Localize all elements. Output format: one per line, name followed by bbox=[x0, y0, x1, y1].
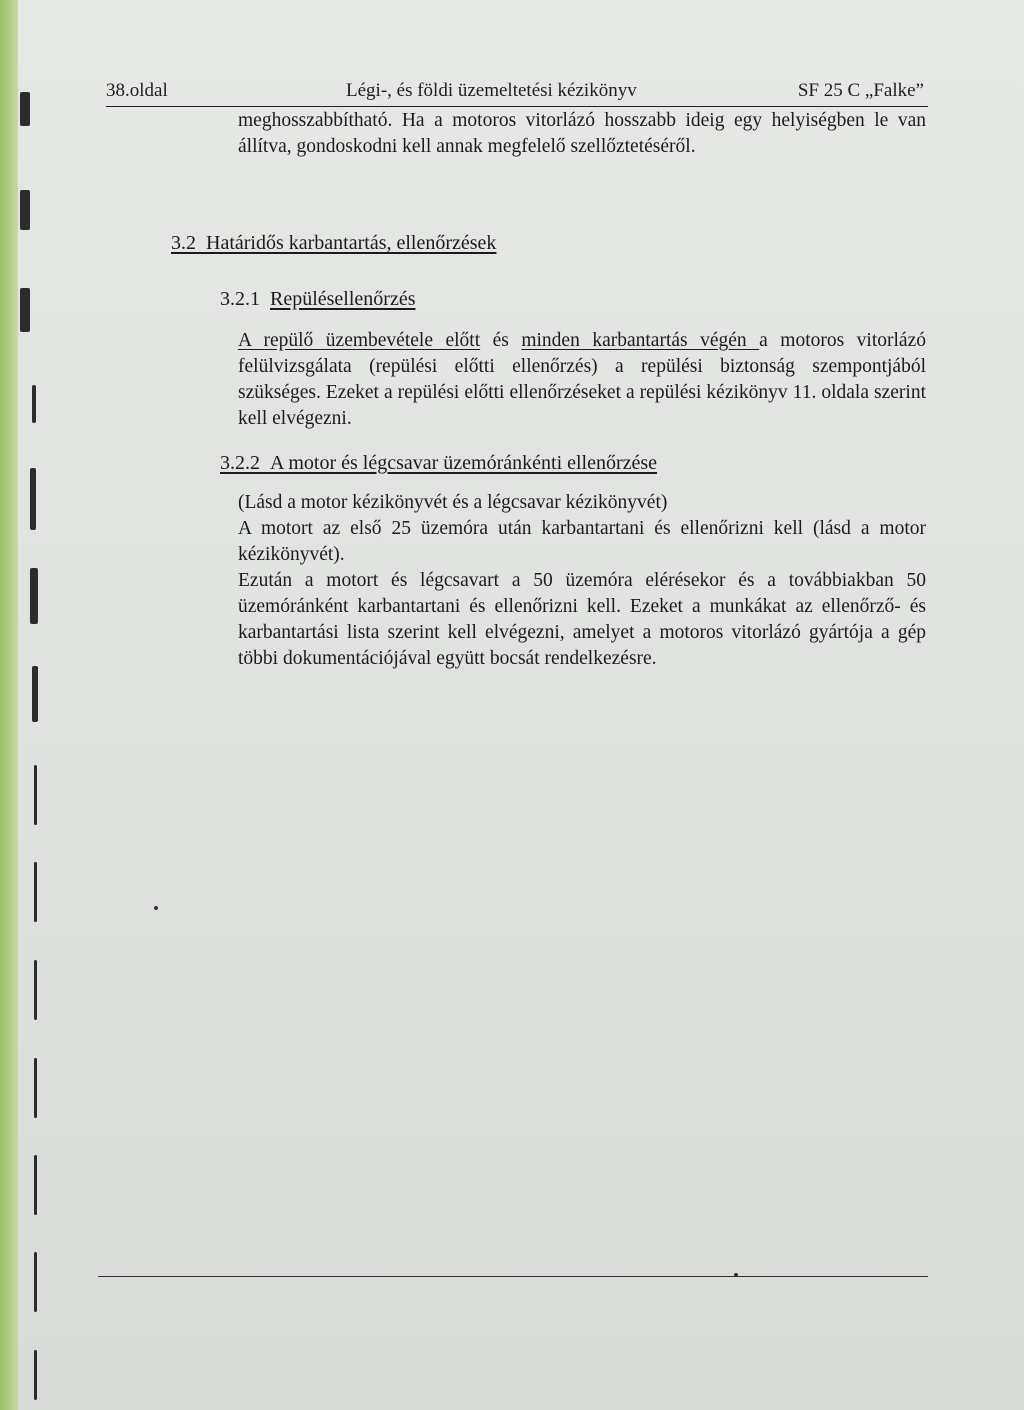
section-number: 3.2.1 bbox=[220, 288, 260, 310]
binder-punch-mark bbox=[32, 385, 36, 423]
manual-title: Légi-, és földi üzemeltetési kézikönyv bbox=[346, 80, 637, 101]
underlined-phrase: A repülő üzembevétele előtt bbox=[238, 330, 481, 351]
binder-punch-mark bbox=[34, 1252, 37, 1312]
binder-punch-mark bbox=[32, 666, 38, 722]
binder-punch-mark bbox=[30, 568, 38, 624]
speck bbox=[154, 906, 158, 910]
section-number: 3.2.2 bbox=[220, 452, 260, 474]
section-heading-3-2-2 bbox=[220, 452, 657, 475]
underlined-phrase: minden karbantartás végén bbox=[521, 330, 760, 351]
binder-punch-mark bbox=[34, 1155, 37, 1215]
speck bbox=[734, 1273, 738, 1277]
manual-reference-line: (Lásd a motor kézikönyvét és a légcsavar kézikönyvét) bbox=[238, 492, 668, 513]
periodic-service-paragraph: Ezután a motort és légcsavart a 50 üzemóra elérésekor és a továbbiakban 50 üzemóránként karbantartani és ellenőrizni kell. Ezeket a munkákat az ellenőrző- és karbantartási lista szerint kell elvégezni, amelyet a motoros vitorlázó gyártója a gép többi dokumentációjával együtt bocsát rendelkezésre. bbox=[238, 570, 926, 669]
section-heading-3-2-1 bbox=[220, 288, 416, 311]
section-number: 3.2 bbox=[171, 232, 196, 254]
first-service-paragraph: A motort az első 25 üzemóra után karbantartani és ellenőrizni kell (lásd a motor kézikönyvét). bbox=[238, 518, 926, 565]
binder-punch-mark bbox=[30, 468, 36, 530]
binder-punch-mark bbox=[34, 960, 37, 1020]
binder-punch-mark bbox=[20, 92, 30, 126]
page-number: 38.oldal bbox=[106, 80, 168, 101]
binder-punch-mark bbox=[34, 1350, 37, 1400]
section-heading-3-2 bbox=[171, 232, 496, 255]
binder-punch-mark bbox=[34, 862, 37, 922]
flight-check-paragraph bbox=[238, 328, 926, 432]
binder-punch-mark bbox=[34, 1058, 37, 1118]
intro-paragraph: meghosszabbítható. Ha a motoros vitorlázó hosszabb ideig egy helyiségben le van állítva, gondoskodni kell annak megfelelő szellőztetéséről. bbox=[238, 110, 926, 157]
binder-punch-mark bbox=[20, 190, 30, 230]
paragraph-text: és bbox=[480, 330, 522, 351]
section-title: Határidős karbantartás, ellenőrzések bbox=[206, 232, 497, 254]
section-title: A motor és légcsavar üzemóránkénti ellenőrzése bbox=[270, 452, 658, 474]
page-header bbox=[106, 80, 928, 107]
section-title: Repülésellenőrzés bbox=[270, 288, 416, 310]
footer-rule bbox=[98, 1276, 928, 1277]
document-page bbox=[18, 0, 1024, 1410]
binder-punch-mark bbox=[20, 288, 30, 332]
binder-punch-mark bbox=[34, 765, 37, 825]
aircraft-model: SF 25 C „Falke” bbox=[797, 80, 924, 101]
paragraph-text: a motoros vitorlázó felülvizsgálata (repülési előtti ellenőrzés) a repülési biztonság szempontjából szükséges. Ezeket a repülési előtti ellenőrzéseket a repülési kézikönyv 11. oldala szerint kell elvégezni. bbox=[238, 330, 926, 429]
